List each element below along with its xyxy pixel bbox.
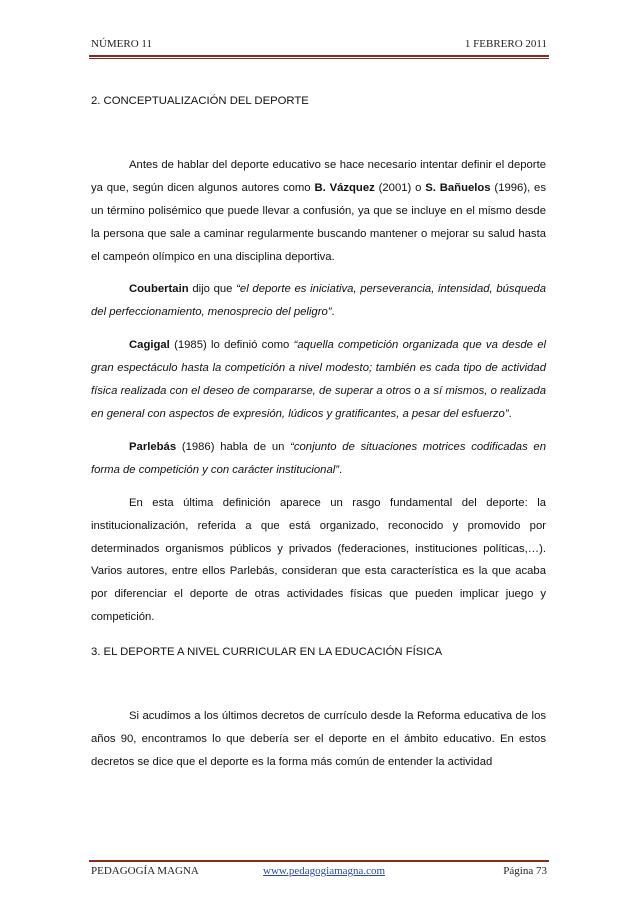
text-run: dijo que [188, 283, 237, 296]
text-run: Antes de hablar del deporte educativo se hace necesario intentar definir el deporte ya que, según dicen algunos autores como [91, 158, 546, 194]
issue-number: NÚMERO 11 [91, 38, 153, 50]
section-heading-2: 2. CONCEPTUALIZACIÓN DEL DEPORTE [91, 95, 309, 107]
section-heading-3: 3. EL DEPORTE A NIVEL CURRICULAR EN LA EDUCACIÓN FÍSICA [91, 646, 443, 659]
paragraph-institucionalizacion: En esta última definición aparece un rasgo fundamental del deporte: la institucionalización, referida a que está organizado, reconocido y promovido por determinados organismos públicos y privados (federaciones, instituciones políticas,…). Varios autores, entre ellos Parlebás, consideran que esta característica es la que acaba por diferenciar el deporte de otras actividades físicas que pueden implicar juego y competición. [91, 496, 546, 624]
issue-date: 1 FEBRERO 2011 [464, 38, 547, 50]
author-name: Cagigal [129, 339, 170, 352]
author-name: B. Vázquez [314, 181, 375, 194]
author-name: Parlebás [129, 440, 177, 453]
header-rule-thin [89, 58, 549, 59]
text-run: . [508, 407, 512, 420]
text-run: (1985) lo definió como [169, 339, 294, 352]
quote: “conjunto de situaciones motrices codificadas en forma de competición y con carácter institucional” [91, 440, 546, 476]
header-rule [89, 55, 549, 57]
page-number: Página 73 [503, 865, 547, 877]
text-run: (1996), es un término polisémico que puede llevar a confusión, ya que se incluye en el mismo desde la persona que sale a caminar regularmente buscando mantener o mejorar su salud hasta el campeón olímpico en una disciplina deportiva. [91, 181, 546, 263]
author-name: Coubertain [129, 283, 189, 296]
paragraph-coubertain [91, 278, 546, 324]
text-run: . [331, 306, 335, 319]
quote: “el deporte es iniciativa, perseverancia, intensidad, búsqueda del perfeccionamiento, menosprecio del peligro” [91, 283, 546, 319]
footer-rule [89, 860, 549, 862]
quote: “aquella competición organizada que va desde el gran espectáculo hasta la competición a nivel modesto; también es cada tipo de actividad física realizada con el deseo de compararse, de superar a otros o a sí mismos, o realizada en general con aspectos de expresión, lúdicos y gratificantes, a pesar del esfuerzo” [91, 339, 546, 420]
paragraph-curriculo: Si acudimos a los últimos decretos de currículo desde la Reforma educativa de los años 90, encontramos lo que debería ser el deporte en el ámbito educativo. En estos decretos se dice que el deporte es la forma más común de entender la actividad [91, 710, 546, 768]
text-run: . [339, 463, 343, 476]
page-content [91, 90, 546, 774]
website-link[interactable]: www.pedagogiamagna.com [263, 865, 386, 877]
paragraph-intro [91, 154, 546, 269]
paragraph-cagigal [91, 334, 546, 426]
magazine-name: PEDAGOGÍA MAGNA [91, 865, 199, 877]
text-run: (1986) habla de un [176, 440, 291, 453]
text-run: (2001) o [374, 181, 426, 194]
paragraph-parlebas [91, 436, 546, 482]
author-name: S. Bañuelos [425, 181, 491, 194]
